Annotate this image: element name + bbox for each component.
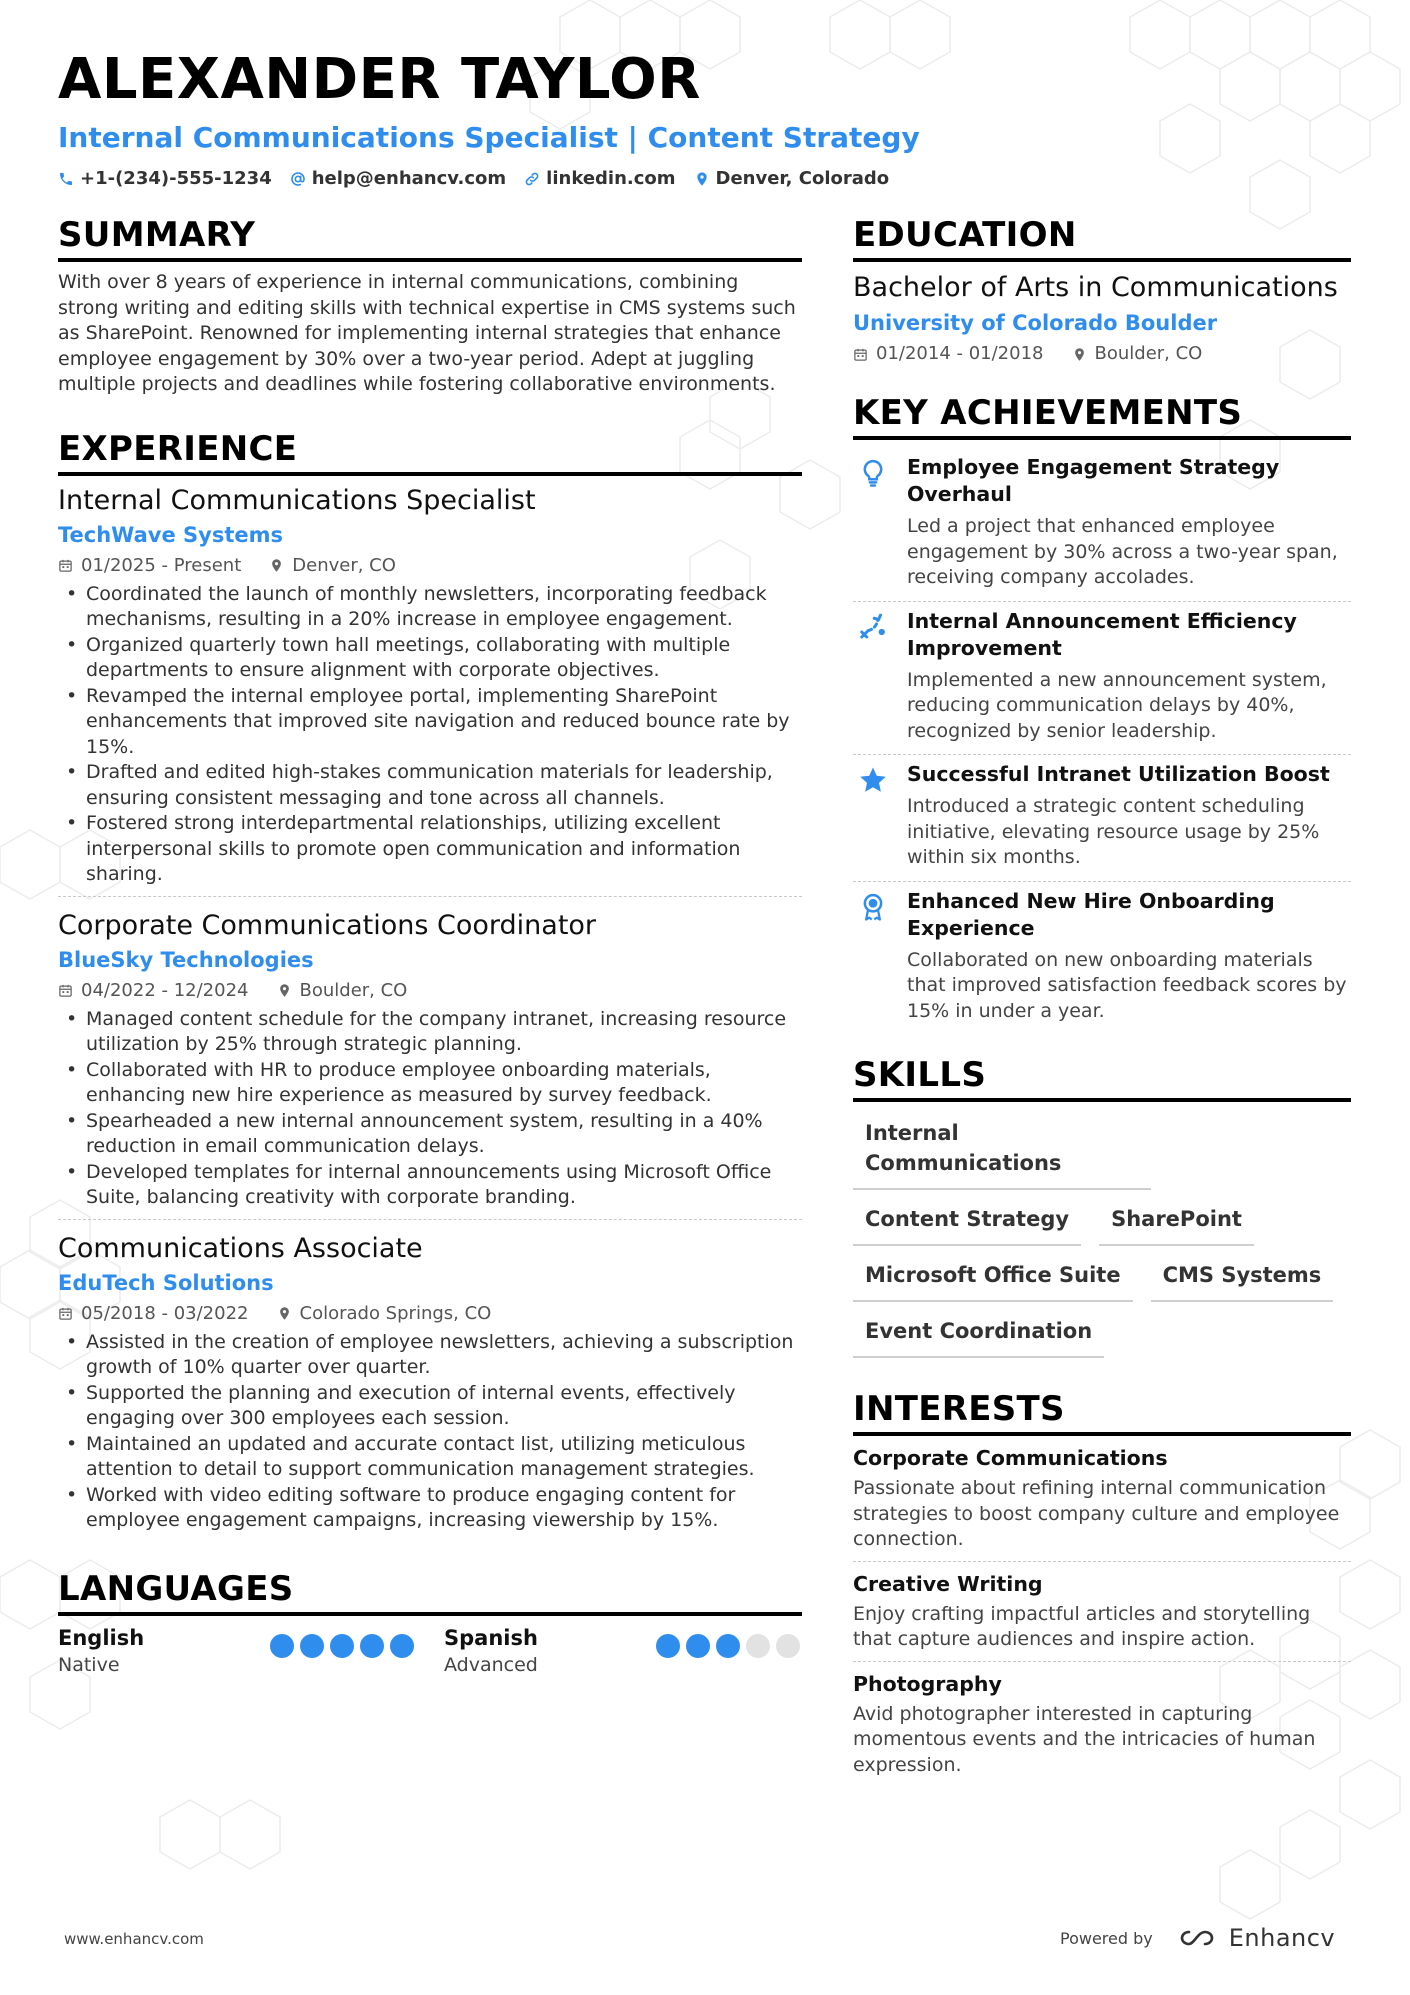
location-pin-icon bbox=[694, 171, 710, 187]
achievement-item bbox=[853, 755, 1351, 882]
language-level: Advanced bbox=[444, 1653, 538, 1676]
language-item bbox=[58, 1624, 414, 1678]
location-pin-icon bbox=[269, 558, 284, 573]
calendar-icon bbox=[58, 983, 73, 998]
bullet-item: • Coordinated the launch of monthly newsletters, incorporating feedback mechanisms, resulting in a 20% increase in employee engagement. bbox=[58, 582, 802, 633]
rating-dot-filled bbox=[300, 1634, 324, 1658]
skill-tag: CMS Systems bbox=[1151, 1258, 1334, 1302]
bullet-item: • Developed templates for internal announcements using Microsoft Office Suite, balancing creativity with corporate branding. bbox=[58, 1160, 802, 1211]
job-dates: 05/2018 - 03/2022 bbox=[81, 1302, 249, 1324]
interest-desc: Enjoy crafting impactful articles and storytelling that capture audiences and inspire action. bbox=[853, 1602, 1311, 1650]
skill-tag: Internal Communications bbox=[853, 1116, 1151, 1190]
summary-text: With over 8 years of experience in internal communications, combining strong writing and editing skills with technical expertise in CMS systems such as SharePoint. Renowned for implementing internal strategies that enhance employee engagement by 30% over a two-year period. Adept at juggling multiple projects and deadlines while fostering collaborative environments. bbox=[58, 271, 796, 395]
languages-list bbox=[58, 1624, 802, 1678]
achievement-desc: Led a project that enhanced employee engagement by 30% across a two-year span, receiving company accolades. bbox=[907, 515, 1338, 588]
location-pin-icon bbox=[1072, 347, 1087, 362]
phone-icon bbox=[58, 171, 74, 187]
company-name: BlueSky Technologies bbox=[58, 947, 314, 972]
achievement-title: Internal Announcement Efficiency Improvement bbox=[907, 608, 1297, 660]
job-location: Boulder, CO bbox=[299, 979, 408, 1001]
job-bullets bbox=[58, 1330, 802, 1534]
job-meta bbox=[58, 1302, 802, 1326]
achievement-title: Successful Intranet Utilization Boost bbox=[907, 762, 1330, 786]
brand-name: Enhancv bbox=[1228, 1924, 1336, 1952]
location-pin-icon bbox=[277, 983, 292, 998]
job-dates: 04/2022 - 12/2024 bbox=[81, 979, 249, 1001]
achievement-title: Enhanced New Hire Onboarding Experience bbox=[907, 888, 1275, 940]
company-name: TechWave Systems bbox=[58, 522, 283, 547]
achievement-item bbox=[853, 882, 1351, 1035]
rating-dot-filled bbox=[656, 1634, 680, 1658]
rating-dot-filled bbox=[360, 1634, 384, 1658]
job-title: Internal Communications Specialist bbox=[58, 484, 536, 516]
job-meta bbox=[58, 554, 802, 578]
right-column bbox=[853, 214, 1351, 1794]
linkedin-text: linkedin.com bbox=[546, 168, 676, 189]
interest-item bbox=[853, 1670, 1351, 1787]
footer-branding bbox=[1060, 1924, 1335, 1952]
email-text: help@enhancv.com bbox=[311, 168, 507, 189]
language-item bbox=[444, 1624, 800, 1678]
achievement-desc: Implemented a new announcement system, reducing communication delays by 40%, recognized by senior leadership. bbox=[907, 668, 1327, 742]
achievements-section bbox=[853, 392, 1351, 1034]
enhancv-logo-icon bbox=[1175, 1926, 1219, 1950]
skill-tag: Content Strategy bbox=[853, 1202, 1081, 1246]
language-level: Native bbox=[58, 1653, 120, 1676]
education-heading: EDUCATION bbox=[853, 214, 1351, 262]
skill-tag: Microsoft Office Suite bbox=[853, 1258, 1133, 1302]
languages-section bbox=[58, 1568, 802, 1678]
achievement-desc: Introduced a strategic content scheduling initiative, elevating resource usage by 25% within six months. bbox=[907, 795, 1320, 868]
job-bullets bbox=[58, 582, 802, 888]
contact-bar bbox=[58, 168, 1358, 189]
contact-location bbox=[694, 168, 890, 189]
bullet-item: • Maintained an updated and accurate contact list, utilizing meticulous attention to detail to support communication management strategies. bbox=[58, 1432, 802, 1483]
bullet-item: • Spearheaded a new internal announcement system, resulting in a 40% reduction in email communication delays. bbox=[58, 1109, 802, 1160]
interest-desc: Passionate about refining internal communication strategies to boost company culture and employee connection. bbox=[853, 1477, 1340, 1550]
lightbulb-icon bbox=[858, 458, 888, 488]
skills-list bbox=[853, 1116, 1351, 1358]
language-rating bbox=[270, 1634, 414, 1658]
achievement-item bbox=[853, 602, 1351, 756]
job-location: Denver, CO bbox=[292, 554, 396, 576]
education-section bbox=[853, 214, 1351, 366]
language-rating bbox=[656, 1634, 800, 1658]
bullet-item: • Assisted in the creation of employee newsletters, achieving a subscription growth of 10% quarter over quarter. bbox=[58, 1330, 802, 1381]
languages-heading: LANGUAGES bbox=[58, 1568, 802, 1616]
candidate-title: Internal Communications Specialist | Content Strategy bbox=[58, 121, 920, 154]
achievement-desc: Collaborated on new onboarding materials that improved satisfaction feedback scores by 15% in under a year. bbox=[907, 948, 1347, 1022]
powered-by-text: Powered by bbox=[1060, 1928, 1153, 1948]
bullet-item: • Collaborated with HR to produce employee onboarding materials, enhancing new hire experience as measured by survey feedback. bbox=[58, 1058, 802, 1109]
company-name: EduTech Solutions bbox=[58, 1270, 274, 1295]
interests-section bbox=[853, 1388, 1351, 1786]
link-icon bbox=[524, 171, 540, 187]
summary-section bbox=[58, 214, 802, 398]
education-dates: 01/2014 - 01/2018 bbox=[876, 343, 1044, 364]
bullet-item: • Worked with video editing software to produce engaging content for employee engagement campaigns, increasing viewership by 15%. bbox=[58, 1483, 802, 1534]
summary-heading: SUMMARY bbox=[58, 214, 802, 262]
achievement-title: Employee Engagement Strategy Overhaul bbox=[907, 455, 1280, 506]
achievements-heading: KEY ACHIEVEMENTS bbox=[853, 392, 1351, 440]
star-icon bbox=[858, 765, 888, 795]
interest-title: Photography bbox=[853, 1671, 1002, 1696]
interests-heading: INTERESTS bbox=[853, 1388, 1351, 1436]
rating-dot-filled bbox=[390, 1634, 414, 1658]
skills-heading: SKILLS bbox=[853, 1054, 1351, 1102]
job-entry bbox=[58, 909, 802, 1220]
job-bullets bbox=[58, 1007, 802, 1211]
skill-tag: Event Coordination bbox=[853, 1314, 1104, 1358]
rating-dot-filled bbox=[270, 1634, 294, 1658]
degree-title: Bachelor of Arts in Communications bbox=[853, 272, 1338, 303]
rating-dot-filled bbox=[716, 1634, 740, 1658]
rating-dot-empty bbox=[776, 1634, 800, 1658]
candidate-name: ALEXANDER TAYLOR bbox=[58, 47, 701, 112]
bullet-item: • Supported the planning and execution of internal events, effectively engaging over 300 employees each session. bbox=[58, 1381, 802, 1432]
contact-email[interactable] bbox=[290, 168, 506, 189]
skill-tag: SharePoint bbox=[1099, 1202, 1254, 1246]
phone-text: +1-(234)-555-1234 bbox=[80, 168, 272, 189]
rating-dot-filled bbox=[686, 1634, 710, 1658]
education-location: Boulder, CO bbox=[1094, 343, 1203, 364]
calendar-icon bbox=[58, 558, 73, 573]
interest-item bbox=[853, 1570, 1351, 1662]
bullet-item: • Drafted and edited high-stakes communication materials for leadership, ensuring consistent messaging and tone across all channels. bbox=[58, 760, 802, 811]
location-text: Denver, Colorado bbox=[715, 168, 890, 189]
footer-website[interactable]: www.enhancv.com bbox=[64, 1930, 204, 1948]
job-location: Colorado Springs, CO bbox=[299, 1302, 492, 1324]
location-pin-icon bbox=[277, 1306, 292, 1321]
left-column bbox=[58, 214, 802, 1678]
interest-title: Corporate Communications bbox=[853, 1446, 1168, 1470]
interest-desc: Avid photographer interested in capturing momentous events and the intricacies of human expression. bbox=[853, 1702, 1316, 1776]
experience-section bbox=[58, 428, 802, 1542]
job-meta bbox=[58, 979, 802, 1003]
school-name: University of Colorado Boulder bbox=[853, 311, 1218, 335]
bullet-item: • Revamped the internal employee portal, implementing SharePoint enhancements that improved site navigation and reduced bounce rate by 15%. bbox=[58, 684, 802, 761]
resume-header bbox=[58, 46, 1358, 189]
job-dates: 01/2025 - Present bbox=[81, 554, 242, 576]
job-title: Communications Associate bbox=[58, 1232, 423, 1264]
rating-dot-filled bbox=[330, 1634, 354, 1658]
job-title: Corporate Communications Coordinator bbox=[58, 909, 597, 941]
achievement-item bbox=[853, 448, 1351, 602]
contact-linkedin[interactable] bbox=[524, 168, 675, 189]
language-name: English bbox=[58, 1625, 145, 1650]
bullet-item: • Organized quarterly town hall meetings, collaborating with multiple departments to ensure alignment with corporate objectives. bbox=[58, 633, 802, 684]
bullet-item: • Fostered strong interdepartmental relationships, utilizing excellent interpersonal skills to promote open communication and information sharing. bbox=[58, 811, 802, 888]
rating-dot-empty bbox=[746, 1634, 770, 1658]
language-name: Spanish bbox=[444, 1625, 538, 1650]
experience-heading: EXPERIENCE bbox=[58, 428, 802, 476]
job-entry bbox=[58, 484, 802, 897]
interest-item bbox=[853, 1444, 1351, 1562]
bullet-item: • Managed content schedule for the company intranet, increasing resource utilization by 25% through strategic planning. bbox=[58, 1007, 802, 1058]
enhancv-logo[interactable] bbox=[1175, 1924, 1335, 1952]
interest-title: Creative Writing bbox=[853, 1571, 1043, 1596]
award-icon bbox=[858, 892, 888, 922]
skills-section bbox=[853, 1054, 1351, 1358]
education-meta bbox=[853, 342, 1351, 366]
at-icon bbox=[290, 171, 306, 187]
contact-phone[interactable] bbox=[58, 168, 272, 189]
calendar-icon bbox=[58, 1306, 73, 1321]
calendar-icon bbox=[853, 347, 868, 362]
strategy-icon bbox=[858, 612, 888, 642]
job-entry bbox=[58, 1232, 802, 1542]
